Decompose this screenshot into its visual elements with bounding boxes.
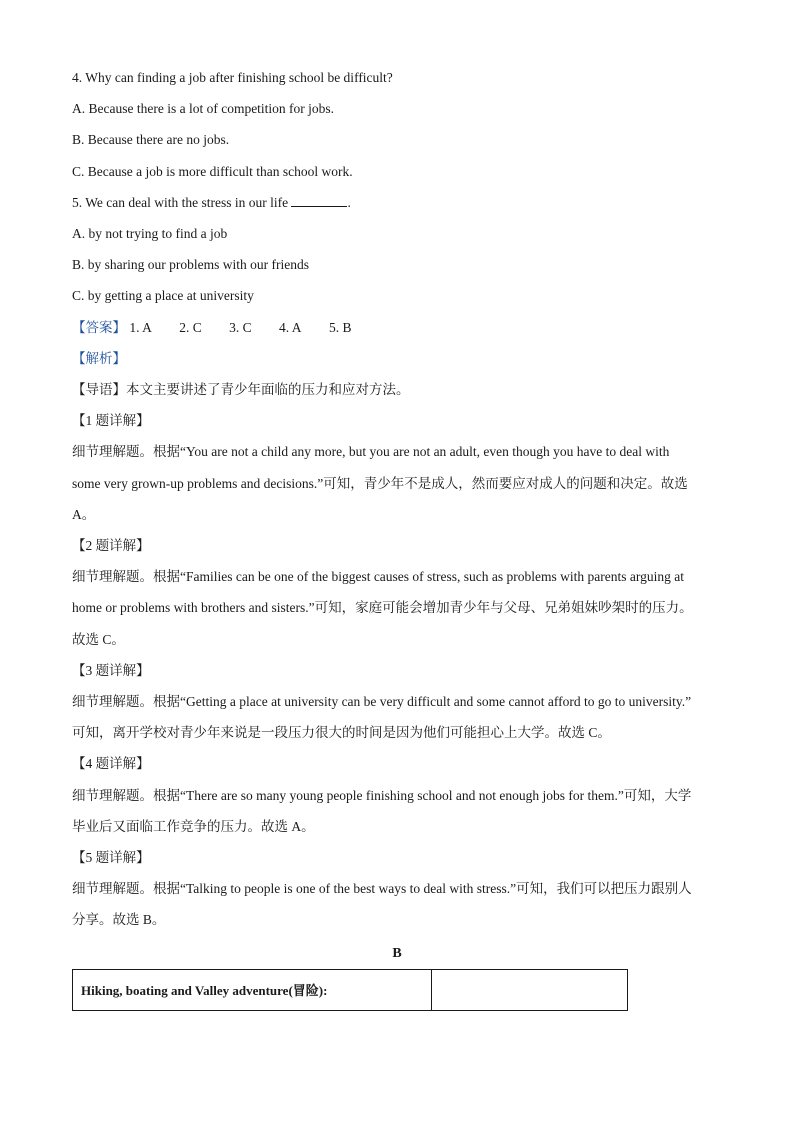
table-row <box>73 969 628 1010</box>
question-5-option-b: B. by sharing our problems with our friends <box>72 257 309 273</box>
question-4-option-a: A. Because there is a lot of competition for jobs. <box>72 101 335 117</box>
detail-1-line: A。 <box>72 506 96 522</box>
detail-3-heading: 【3 题详解】 <box>72 662 150 678</box>
answer-item: 5. B <box>328 319 352 335</box>
question-4-option-c: C. Because a job is more difficult than school work. <box>72 163 353 179</box>
detail-1-line: 细节理解题。根据“You are not a child any more, but you are not an adult, even though you have to deal with <box>72 444 670 460</box>
question-5-option-c: C. by getting a place at university <box>72 288 254 304</box>
answer-item: 4. A <box>279 319 302 335</box>
detail-5-line: 细节理解题。根据“Talking to people is one of the best ways to deal with stress.”可知，我们可以把压力跟别人 <box>72 881 692 897</box>
answer-item: 1. A <box>129 319 152 335</box>
detail-2-line: home or problems with brothers and sisters.”可知，家庭可能会增加青少年与父母、兄弟姐妹吵架时的压力。 <box>72 600 693 616</box>
adventure-table <box>72 969 628 1011</box>
answer-list <box>126 320 375 335</box>
answer-blank <box>291 193 347 207</box>
detail-2-line: 故选 C。 <box>72 631 125 647</box>
detail-4-line: 毕业后又面临工作竞争的压力。故选 A。 <box>72 818 315 834</box>
detail-5-heading: 【5 题详解】 <box>72 850 150 866</box>
detail-5-line: 分享。故选 B。 <box>72 912 166 928</box>
answer-label: 【答案】 <box>72 319 126 335</box>
question-5-stem-end: . <box>347 194 351 210</box>
detail-2-line: 细节理解题。根据“Families can be one of the biggest causes of stress, such as problems with parents arguing at <box>72 569 685 585</box>
intro-line: 【导语】本文主要讲述了青少年面临的压力和应对方法。 <box>72 382 410 398</box>
analysis-label: 【解析】 <box>72 350 126 366</box>
detail-1-line: some very grown-up problems and decisions.”可知，青少年不是成人，然而要应对成人的问题和决定。故选 <box>72 475 688 491</box>
section-b-title: B <box>392 945 402 961</box>
table-cell: Hiking, boating and Valley adventure(冒险): <box>73 969 432 1010</box>
question-4-option-b: B. Because there are no jobs. <box>72 132 230 148</box>
answer-item: 3. C <box>229 319 252 335</box>
detail-2-heading: 【2 题详解】 <box>72 538 150 554</box>
detail-3-line: 细节理解题。根据“Getting a place at university can be very difficult and some cannot afford to go to university.” <box>72 694 692 710</box>
detail-4-line: 细节理解题。根据“There are so many young people finishing school and not enough jobs for them.”可知，大学 <box>72 787 692 803</box>
question-5-option-a: A. by not trying to find a job <box>72 226 228 242</box>
detail-4-heading: 【4 题详解】 <box>72 756 150 772</box>
answer-line <box>72 312 722 343</box>
question-4-stem: 4. Why can finding a job after finishing school be difficult? <box>72 70 393 85</box>
detail-1-heading: 【1 题详解】 <box>72 413 150 429</box>
answer-item: 2. C <box>179 319 202 335</box>
table-cell <box>432 969 628 1010</box>
question-5-stem <box>72 187 722 218</box>
question-5-stem-text: 5. We can deal with the stress in our life <box>72 194 292 210</box>
document-page <box>72 62 722 1011</box>
detail-3-line: 可知，离开学校对青少年来说是一段压力很大的时间是因为他们可能担心上大学。故选 C。 <box>72 725 611 741</box>
